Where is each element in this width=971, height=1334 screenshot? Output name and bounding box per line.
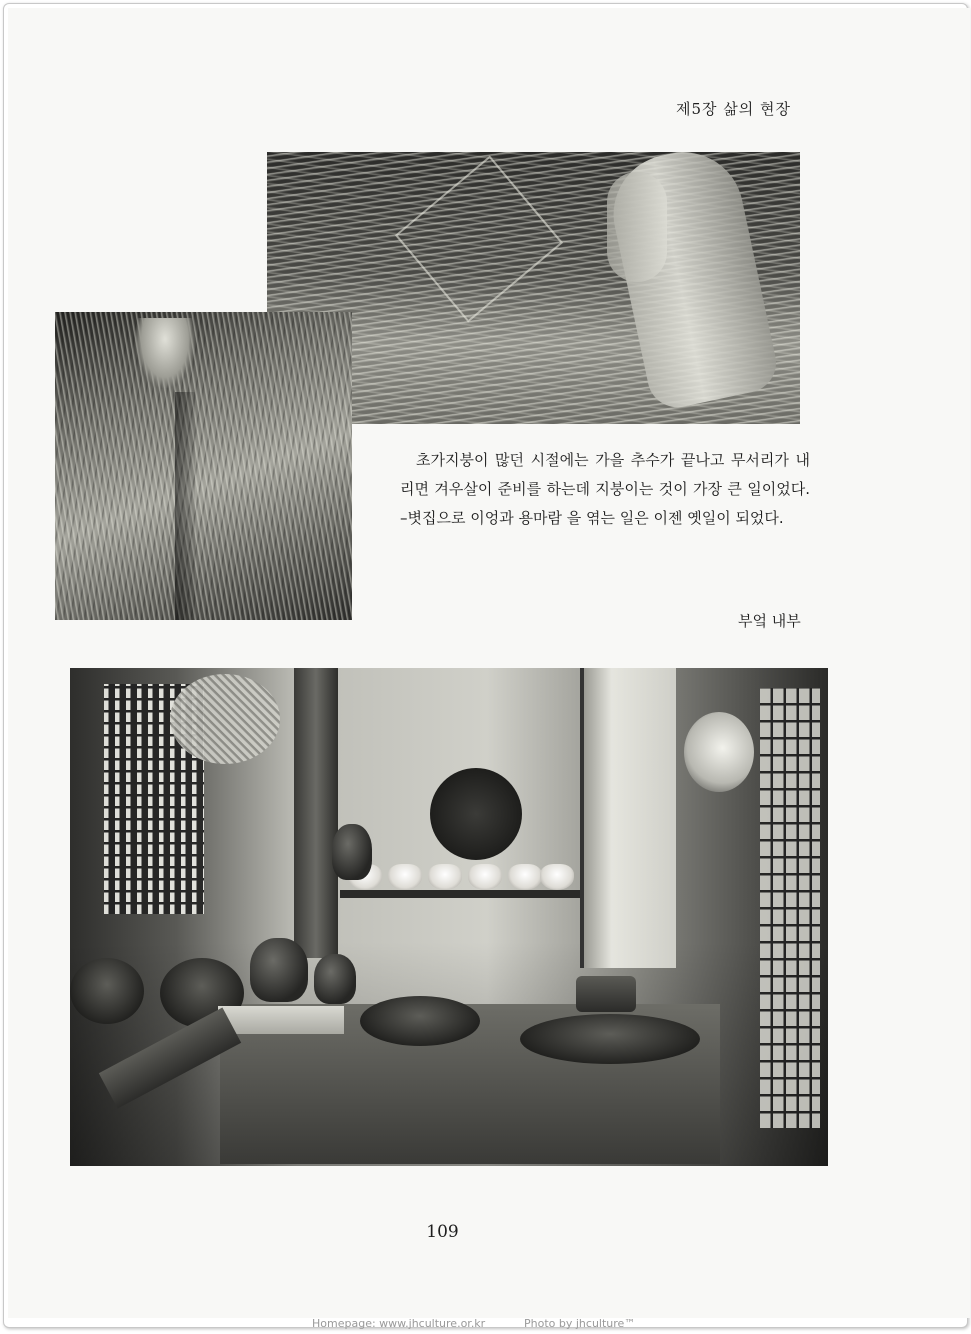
photo-detail-bowl bbox=[388, 864, 422, 890]
photo-detail-ridge bbox=[175, 392, 195, 620]
photo-detail-plate bbox=[430, 768, 522, 860]
photo-detail-dipper bbox=[576, 976, 636, 1012]
homepage-text: Homepage: www.jhculture.or.kr bbox=[312, 1317, 486, 1330]
kitchen-caption: 부엌 내부 bbox=[738, 612, 801, 630]
photo-detail bbox=[395, 155, 563, 322]
photo-detail-pot bbox=[70, 958, 144, 1024]
photo-detail-cauldron bbox=[520, 1014, 700, 1064]
kitchen-interior-photo bbox=[70, 668, 828, 1166]
photo-detail-jar bbox=[250, 938, 308, 1002]
footer bbox=[0, 1317, 971, 1334]
photo-detail-lattice-door bbox=[760, 688, 820, 1128]
photo-detail-hat bbox=[684, 712, 754, 792]
chapter-title: 제5장 삶의 현장 bbox=[676, 100, 792, 118]
photo-detail-worker bbox=[135, 318, 195, 388]
photo-detail-bowl bbox=[468, 864, 502, 890]
photo-detail-shelf bbox=[340, 890, 580, 898]
roof-thatching-photo bbox=[55, 312, 352, 620]
photo-detail-board bbox=[218, 1006, 344, 1034]
photo-detail-bowl bbox=[540, 864, 574, 890]
photo-detail-bowl bbox=[428, 864, 462, 890]
photo-detail-post bbox=[294, 668, 338, 958]
photo-credit: Photo by jhculture™ bbox=[524, 1317, 636, 1330]
thatching-caption-text: 초가지붕이 많던 시절에는 가을 추수가 끝나고 무서리가 내리면 겨우살이 준비를 하는데 지붕이는 것이 가장 큰 일이었다. –볏집으로 이엉과 용마람 을 엮는 일은 이젠 옛일이 되었다. bbox=[400, 451, 810, 527]
photo-detail-vase bbox=[332, 824, 372, 880]
photo-detail-bowl bbox=[508, 864, 542, 890]
photo-detail-basket bbox=[170, 674, 280, 764]
page-number: 109 bbox=[426, 1222, 459, 1242]
photo-detail-hand bbox=[607, 172, 667, 282]
photo-detail-door bbox=[580, 668, 676, 968]
thatching-caption bbox=[400, 446, 810, 533]
photo-detail-jar bbox=[314, 954, 356, 1004]
photo-detail-cauldron bbox=[360, 996, 480, 1046]
